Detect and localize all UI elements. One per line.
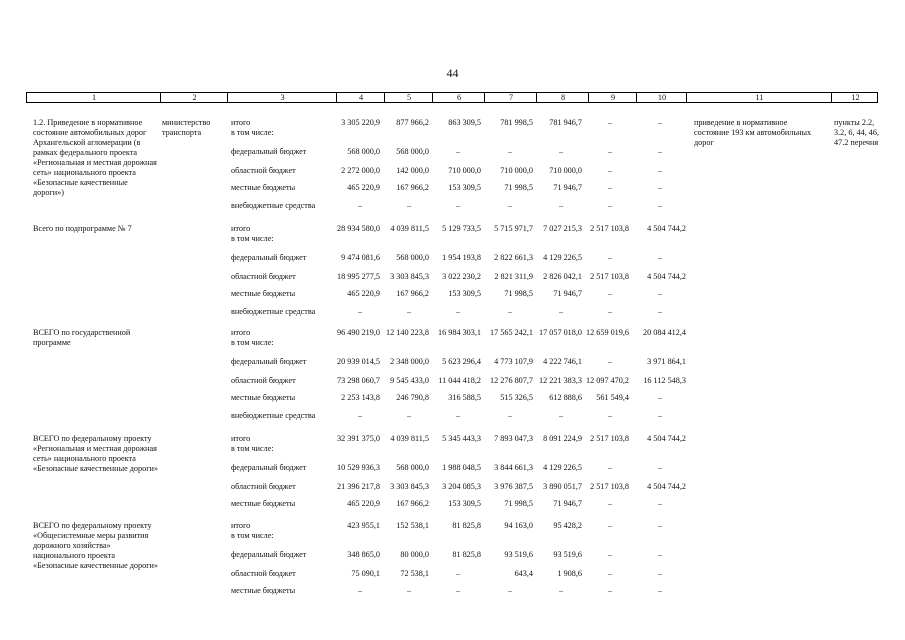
funding-sublabel: в том числе: (231, 531, 274, 540)
value-cell: 568 000,0 (396, 463, 429, 472)
value-cell: 2 253 143,8 (341, 393, 380, 402)
value-cell: 93 519,6 (504, 550, 533, 559)
funding-source-label: итого (231, 118, 251, 127)
funding-source-label: федеральный бюджет (231, 253, 307, 262)
value-cell: – (558, 201, 564, 210)
value-cell: 3 305 220,9 (341, 118, 380, 127)
value-cell: – (455, 147, 461, 156)
value-cell: 71 998,5 (504, 183, 533, 192)
value-cell: 17 565 242,1 (490, 328, 533, 337)
value-cell: 16 984 303,1 (438, 328, 481, 337)
value-cell: 3 303 845,3 (390, 272, 429, 281)
value-cell: 5 129 733,5 (442, 224, 481, 233)
block-description: ВСЕГО по федеральному проекту «Региональная и местная дорожная сеть» национального проекта «Безопасные качественные дороги» (33, 434, 159, 473)
value-cell: 4 504 744,2 (647, 224, 686, 233)
value-cell: 1 908,6 (557, 569, 582, 578)
column-header-row (26, 92, 878, 103)
value-cell: – (607, 463, 613, 472)
value-cell: 80 000,0 (400, 550, 429, 559)
header-col-3: 3 (280, 93, 285, 102)
header-col-10: 10 (657, 93, 667, 102)
value-cell: 863 309,5 (448, 118, 481, 127)
value-cell: 28 934 580,0 (337, 224, 380, 233)
value-cell: 3 844 661,3 (494, 463, 533, 472)
header-col-12: 12 (851, 93, 860, 102)
funding-sublabel: в том числе: (231, 444, 274, 453)
value-cell: – (558, 307, 564, 316)
value-cell: – (607, 307, 613, 316)
value-cell: 12 097 470,2 (586, 376, 629, 385)
value-cell: – (607, 253, 613, 262)
funding-sublabel: в том числе: (231, 338, 274, 347)
value-cell: 81 825,8 (452, 521, 481, 530)
value-cell: 32 391 375,0 (337, 434, 380, 443)
value-cell: 568 000,0 (396, 253, 429, 262)
funding-source-label: внебюджетные средства (231, 307, 316, 316)
block-description: ВСЕГО по государственной программе (33, 328, 131, 347)
block-description: ВСЕГО по федеральному проекту «Общесистемные меры развития дорожного хозяйства» национального проекта «Безопасные качественные дороги» (33, 521, 159, 570)
expected-result: приведение в нормативное состояние 193 км автомобильных дорог (694, 118, 812, 147)
value-cell: 643,4 (514, 569, 533, 578)
value-cell: 81 825,8 (452, 550, 481, 559)
funding-source-label: местные бюджеты (231, 393, 296, 402)
value-cell: 71 946,7 (553, 289, 582, 298)
value-cell: 94 163,0 (504, 521, 533, 530)
value-cell: 153 309,5 (448, 289, 481, 298)
value-cell: 75 090,1 (351, 569, 380, 578)
value-cell: 781 946,7 (549, 118, 582, 127)
value-cell: – (607, 118, 613, 127)
value-cell: 3 303 845,3 (390, 482, 429, 491)
value-cell: 8 091 224,9 (543, 434, 582, 443)
value-cell: 12 276 807,7 (490, 376, 533, 385)
value-cell: 4 222 746,1 (543, 357, 582, 366)
header-col-4: 4 (358, 93, 364, 102)
value-cell: – (455, 307, 461, 316)
block-description: Всего по подпрограмме № 7 (33, 224, 132, 233)
value-cell: 465 220,9 (347, 499, 380, 508)
value-cell: 568 000,0 (347, 147, 380, 156)
funding-source-label: областной бюджет (231, 272, 296, 281)
value-cell: 95 428,2 (553, 521, 582, 530)
value-cell: 4 773 107,9 (494, 357, 533, 366)
value-cell: 1 954 193,8 (442, 253, 481, 262)
header-col-7: 7 (508, 93, 514, 102)
value-cell: – (607, 166, 613, 175)
value-cell: 10 529 936,3 (337, 463, 380, 472)
page-number: 44 (446, 66, 459, 80)
funding-source-label: местные бюджеты (231, 183, 296, 192)
responsible-executor: министерство транспорта (162, 118, 211, 137)
funding-source-label: местные бюджеты (231, 586, 296, 595)
value-cell: 3 971 864,1 (647, 357, 686, 366)
value-cell: 5 345 443,3 (442, 434, 481, 443)
value-cell: 96 490 219,0 (337, 328, 380, 337)
value-cell: 465 220,9 (347, 183, 380, 192)
value-cell: 12 140 223,8 (386, 328, 429, 337)
value-cell: 561 549,4 (596, 393, 629, 402)
value-cell: – (607, 201, 613, 210)
value-cell: 72 538,1 (400, 569, 429, 578)
funding-source-label: итого (231, 328, 251, 337)
value-cell: – (607, 499, 613, 508)
value-cell: 3 976 387,5 (494, 482, 533, 491)
value-cell: 153 309,5 (448, 183, 481, 192)
value-cell: 515 326,5 (500, 393, 533, 402)
value-cell: 246 790,8 (396, 393, 429, 402)
value-cell: – (507, 586, 513, 595)
value-cell: 167 966,2 (396, 183, 429, 192)
funding-source-label: областной бюджет (231, 569, 296, 578)
value-cell: – (558, 411, 564, 420)
value-cell: 2 822 661,3 (494, 253, 533, 262)
block-description: 1.2. Приведение в нормативное состояние автомобильных дорог Архангельской агломерации (в рамках федерального проекта «Региональная и местная дорожная сеть» национального проекта «Безопасные качественные дороги») (33, 118, 157, 197)
funding-source-label: местные бюджеты (231, 499, 296, 508)
value-cell: 167 966,2 (396, 499, 429, 508)
value-cell: 2 517 103,8 (590, 482, 629, 491)
funding-source-label: областной бюджет (231, 482, 296, 491)
value-cell: – (657, 166, 663, 175)
value-cell: 5 623 296,4 (442, 357, 481, 366)
header-col-11: 11 (755, 93, 764, 102)
value-cell: – (607, 147, 613, 156)
funding-source-label: федеральный бюджет (231, 147, 307, 156)
value-cell: 9 474 081,6 (341, 253, 380, 262)
value-cell: – (657, 307, 663, 316)
value-cell: 465 220,9 (347, 289, 380, 298)
value-cell: 2 517 103,8 (590, 272, 629, 281)
value-cell: 12 659 019,6 (586, 328, 629, 337)
value-cell: – (607, 550, 613, 559)
value-cell: – (607, 289, 613, 298)
value-cell: – (507, 411, 513, 420)
value-cell: – (406, 411, 412, 420)
reference-points: пункты 2.2, 3.2, 6, 44, 46, 47.2 перечня (834, 118, 880, 147)
value-cell: 4 504 744,2 (647, 434, 686, 443)
funding-source-label: областной бюджет (231, 376, 296, 385)
value-cell: 4 039 811,5 (390, 224, 429, 233)
value-cell: 71 998,5 (504, 289, 533, 298)
funding-source-label: итого (231, 434, 251, 443)
value-cell: – (607, 569, 613, 578)
value-cell: 348 865,0 (347, 550, 380, 559)
value-cell: 18 995 277,5 (337, 272, 380, 281)
header-col-2: 2 (192, 93, 197, 102)
value-cell: 4 039 811,5 (390, 434, 429, 443)
value-cell: – (657, 118, 663, 127)
value-cell: 2 517 103,8 (590, 434, 629, 443)
value-cell: 5 715 971,7 (494, 224, 533, 233)
value-cell: 2 826 042,1 (543, 272, 582, 281)
value-cell: – (657, 499, 663, 508)
value-cell: – (657, 201, 663, 210)
value-cell: – (406, 307, 412, 316)
value-cell: 710 000,0 (500, 166, 533, 175)
value-cell: – (657, 521, 663, 530)
value-cell: 20 084 412,4 (643, 328, 686, 337)
value-cell: 20 939 014,5 (337, 357, 380, 366)
value-cell: 612 888,6 (549, 393, 582, 402)
value-cell: 4 504 744,2 (647, 482, 686, 491)
value-cell: – (657, 183, 663, 192)
value-cell: 167 966,2 (396, 289, 429, 298)
value-cell: 93 519,6 (553, 550, 582, 559)
value-cell: – (357, 586, 363, 595)
funding-sublabel: в том числе: (231, 128, 274, 137)
value-cell: 568 000,0 (396, 147, 429, 156)
value-cell: 21 396 217,8 (337, 482, 380, 491)
value-cell: 152 538,1 (396, 521, 429, 530)
value-cell: – (657, 253, 663, 262)
value-cell: 4 129 226,5 (543, 253, 582, 262)
value-cell: – (455, 411, 461, 420)
value-cell: 4 129 226,5 (543, 463, 582, 472)
value-cell: 2 821 311,9 (494, 272, 533, 281)
funding-source-label: внебюджетные средства (231, 411, 316, 420)
value-cell: 9 545 433,0 (390, 376, 429, 385)
funding-sublabel: в том числе: (231, 234, 274, 243)
value-cell: 4 504 744,2 (647, 272, 686, 281)
value-cell: – (657, 147, 663, 156)
value-cell: 3 204 085,3 (442, 482, 481, 491)
value-cell: – (357, 411, 363, 420)
value-cell: – (406, 201, 412, 210)
funding-source-label: внебюджетные средства (231, 201, 316, 210)
value-cell: – (357, 307, 363, 316)
value-cell: – (455, 201, 461, 210)
value-cell: 71 946,7 (553, 499, 582, 508)
value-cell: – (558, 147, 564, 156)
value-cell: – (507, 147, 513, 156)
value-cell: – (657, 550, 663, 559)
value-cell: 781 998,5 (500, 118, 533, 127)
value-cell: 153 309,5 (448, 499, 481, 508)
header-col-9: 9 (610, 93, 616, 102)
value-cell: – (455, 586, 461, 595)
value-cell: 710 000,0 (549, 166, 582, 175)
header-col-5: 5 (406, 93, 412, 102)
value-cell: 2 272 000,0 (341, 166, 380, 175)
value-cell: 11 044 418,2 (438, 376, 481, 385)
value-cell: 71 998,5 (504, 499, 533, 508)
funding-source-label: федеральный бюджет (231, 357, 307, 366)
header-col-8: 8 (560, 93, 566, 102)
value-cell: 7 027 215,3 (543, 224, 582, 233)
value-cell: 12 221 383,3 (539, 376, 582, 385)
funding-source-label: федеральный бюджет (231, 550, 307, 559)
value-cell: 3 890 051,7 (543, 482, 582, 491)
funding-source-label: итого (231, 224, 251, 233)
value-cell: 142 000,0 (396, 166, 429, 175)
funding-source-label: итого (231, 521, 251, 530)
value-cell: – (455, 569, 461, 578)
value-cell: 2 517 103,8 (590, 224, 629, 233)
value-cell: – (657, 289, 663, 298)
value-cell: 877 966,2 (396, 118, 429, 127)
funding-source-label: федеральный бюджет (231, 463, 307, 472)
value-cell: 73 298 060,7 (337, 376, 380, 385)
value-cell: 17 057 018,0 (539, 328, 582, 337)
value-cell: 16 112 548,3 (643, 376, 686, 385)
value-cell: – (406, 586, 412, 595)
header-col-1: 1 (91, 93, 97, 102)
value-cell: – (657, 586, 663, 595)
value-cell: 1 988 048,5 (442, 463, 481, 472)
value-cell: 7 893 047,3 (494, 434, 533, 443)
value-cell: – (607, 586, 613, 595)
header-col-6: 6 (456, 93, 462, 102)
value-cell: 316 588,5 (448, 393, 481, 402)
funding-source-label: областной бюджет (231, 166, 296, 175)
value-cell: 71 946,7 (553, 183, 582, 192)
value-cell: – (558, 586, 564, 595)
value-cell: – (507, 201, 513, 210)
value-cell: – (607, 521, 613, 530)
value-cell: – (657, 569, 663, 578)
value-cell: 3 022 230,2 (442, 272, 481, 281)
value-cell: – (657, 411, 663, 420)
value-cell: – (657, 393, 663, 402)
value-cell: 2 348 000,0 (390, 357, 429, 366)
value-cell: 710 000,0 (448, 166, 481, 175)
funding-source-label: местные бюджеты (231, 289, 296, 298)
value-cell: – (607, 183, 613, 192)
value-cell: – (607, 357, 613, 366)
value-cell: – (607, 411, 613, 420)
value-cell: – (657, 463, 663, 472)
value-cell: – (357, 201, 363, 210)
value-cell: – (507, 307, 513, 316)
value-cell: 423 955,1 (347, 521, 380, 530)
